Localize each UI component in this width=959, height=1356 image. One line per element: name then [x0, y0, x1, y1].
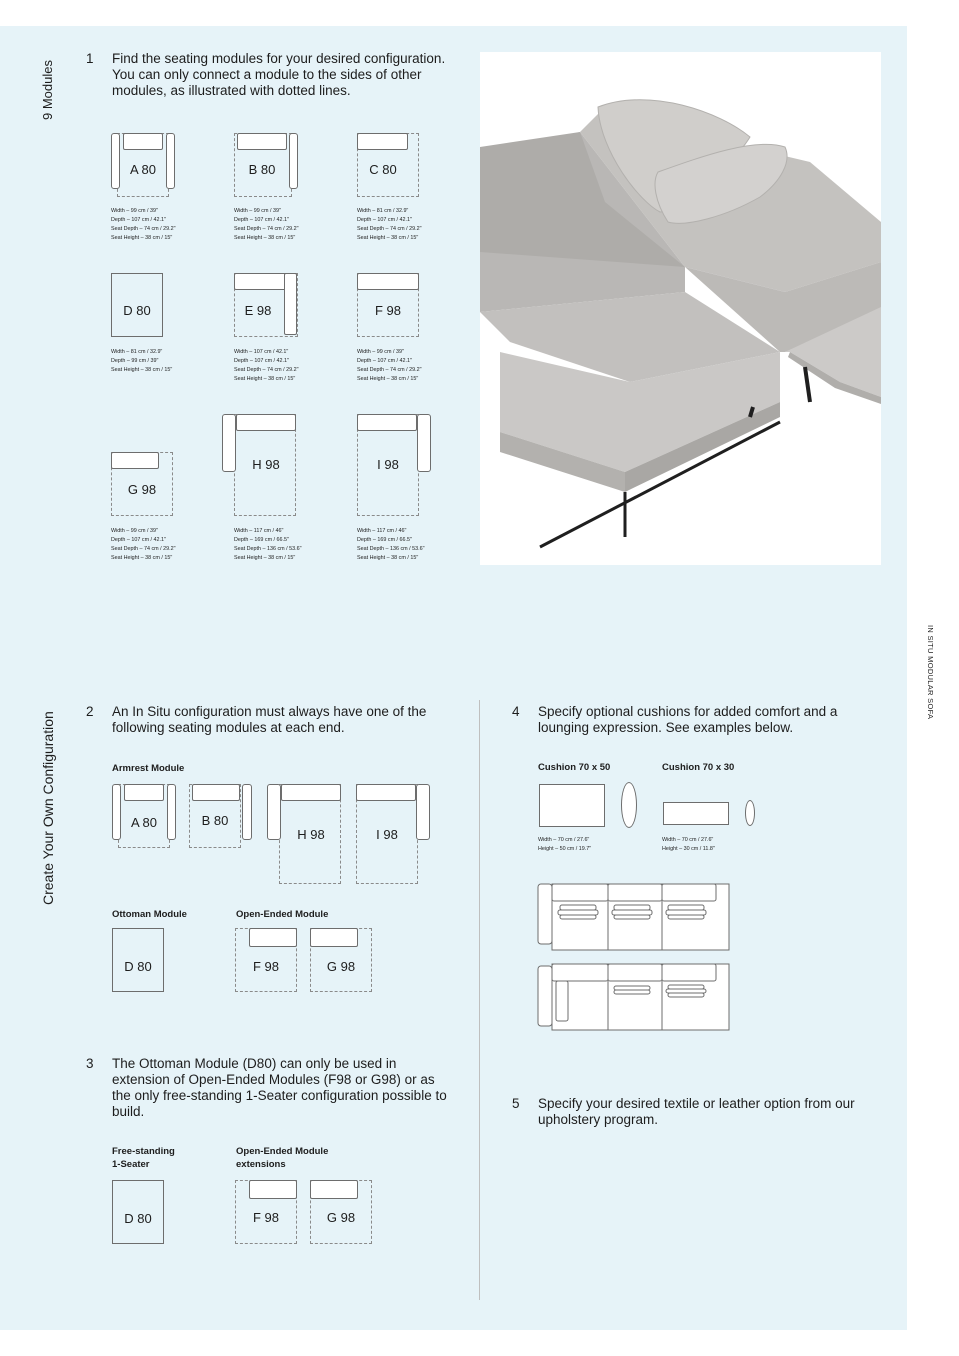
cushion-70x30-side — [745, 800, 755, 826]
section-label-modules: 9 Modules — [40, 60, 55, 120]
module-label: G 98 — [326, 959, 356, 974]
column-divider — [479, 700, 480, 1300]
step-5-text: Specify your desired textile or leather option from our upholstery program. — [538, 1096, 855, 1127]
cushion-70x50-title: Cushion 70 x 50 — [538, 762, 611, 773]
step-3-number: 3 — [86, 1056, 94, 1071]
armrest-module-heading: Armrest Module — [112, 763, 185, 774]
module-label: B 80 — [248, 162, 276, 177]
step-4-text: Specify optional cushions for added comfort and a lounging expression. See examples below. — [538, 704, 838, 735]
module-a80-diagram — [111, 133, 175, 197]
module-b80-diagram — [234, 133, 298, 197]
module-c80-diagram — [357, 133, 421, 197]
cushion-70x30-title: Cushion 70 x 30 — [662, 762, 735, 773]
module-label: F 98 — [252, 959, 279, 974]
step-4-number: 4 — [512, 704, 520, 719]
cushion-70x30-specs: Width – 70 cm / 27.6" Height – 30 cm / 11.8" — [662, 837, 715, 852]
step-1-text: Find the seating modules for your desired configuration. You can only connect a module to the sides of other modules, as illustrated with dotted lines. — [112, 51, 446, 98]
ext-g98-diagram — [310, 1180, 374, 1244]
module-d80-specs: Width – 81 cm / 32.9" Depth – 99 cm / 39" Seat Height – 38 cm / 15" — [111, 349, 173, 373]
module-f98-diagram — [357, 273, 421, 337]
module-h98-specs: Width – 117 cm / 46" Depth – 169 cm / 66.5" Seat Depth – 136 cm / 53.6" Seat Height – 38 cm / 15" — [234, 528, 302, 561]
step-2-text: An In Situ configuration must always have one of the following seating modules at each end. — [112, 704, 427, 735]
module-e98-diagram — [234, 273, 298, 337]
module-label: C 80 — [369, 162, 397, 177]
page-side-title: IN SITU MODULAR SOFA — [926, 625, 935, 720]
module-label: A 80 — [130, 815, 158, 830]
free-standing-heading: Free-standing 1-Seater — [112, 1146, 175, 1170]
module-f98-specs: Width – 99 cm / 39" Depth – 107 cm / 42.1" Seat Depth – 74 cm / 29.2" Seat Height – 38 cm / 15" — [357, 349, 422, 382]
armrest-a80-diagram — [112, 784, 176, 848]
armrest-h98-diagram — [267, 784, 343, 884]
cushion-70x30-front — [663, 802, 729, 825]
cushion-70x50-side — [621, 782, 637, 828]
ottoman-module-heading: Ottoman Module — [112, 909, 187, 920]
module-label: A 80 — [129, 162, 157, 177]
cushion-70x50-specs: Width – 70 cm / 27.6" Height – 50 cm / 19.7" — [538, 837, 592, 852]
free-d80-diagram — [112, 1180, 164, 1244]
step-1-number: 1 — [86, 51, 94, 66]
module-label: G 98 — [127, 482, 157, 497]
module-label: I 98 — [376, 827, 398, 842]
module-label: F 98 — [252, 1210, 279, 1225]
module-label: E 98 — [244, 303, 272, 318]
module-i98-diagram — [357, 414, 433, 516]
module-b80-specs: Width – 99 cm / 39" Depth – 107 cm / 42.1" Seat Depth – 74 cm / 29.2" Seat Height – 38 cm / 15" — [234, 208, 299, 241]
module-i98-specs: Width – 117 cm / 46" Depth – 169 cm / 66.5" Seat Depth – 136 cm / 53.6" Seat Height – 38 cm / 15" — [357, 528, 425, 561]
extensions-heading: Open-Ended Module extensions — [236, 1146, 329, 1170]
open-g98-diagram — [310, 928, 374, 992]
module-e98-specs: Width – 107 cm / 42.1" Depth – 107 cm / 42.1" Seat Depth – 74 cm / 29.2" Seat Height – 38 cm / 15" — [234, 349, 299, 382]
step-2-number: 2 — [86, 704, 94, 719]
module-label: D 80 — [123, 303, 151, 318]
module-label: D 80 — [124, 1211, 152, 1226]
module-label: F 98 — [374, 303, 401, 318]
ottoman-d80-diagram — [112, 928, 164, 992]
module-a80-specs: Width – 99 cm / 39" Depth – 107 cm / 42.1" Seat Depth – 74 cm / 29.2" Seat Height – 38 cm / 15" — [111, 208, 176, 241]
cushion-70x50-front — [539, 784, 605, 827]
module-label: I 98 — [377, 457, 399, 472]
module-label: G 98 — [326, 1210, 356, 1225]
module-d80-diagram — [111, 273, 163, 337]
armrest-i98-diagram — [356, 784, 432, 884]
module-label: D 80 — [124, 959, 152, 974]
open-ended-module-heading: Open-Ended Module — [236, 909, 329, 920]
module-label: H 98 — [252, 457, 280, 472]
module-label: H 98 — [297, 827, 325, 842]
module-g98-specs: Width – 99 cm / 39" Depth – 107 cm / 42.1" Seat Depth – 74 cm / 29.2" Seat Height – 38 cm / 15" — [111, 528, 176, 561]
step-3-text: The Ottoman Module (D80) can only be used in extension of Open-Ended Modules (F98 or G98) or as the only free-standing 1-Seater configuration possible to build. — [112, 1056, 447, 1119]
module-h98-diagram — [222, 414, 298, 516]
module-g98-diagram — [111, 452, 175, 516]
sofa-photo — [480, 52, 881, 565]
module-c80-specs: Width – 81 cm / 32.9" Depth – 107 cm / 42.1" Seat Depth – 74 cm / 29.2" Seat Height – 38 cm / 15" — [357, 208, 422, 241]
ext-f98-diagram — [235, 1180, 299, 1244]
armrest-b80-diagram — [189, 784, 253, 848]
section-label-configuration: Create Your Own Configuration — [40, 711, 56, 905]
module-label: B 80 — [201, 813, 229, 828]
cushion-examples-diagram — [537, 880, 732, 1035]
open-f98-diagram — [235, 928, 299, 992]
step-5-number: 5 — [512, 1096, 520, 1111]
